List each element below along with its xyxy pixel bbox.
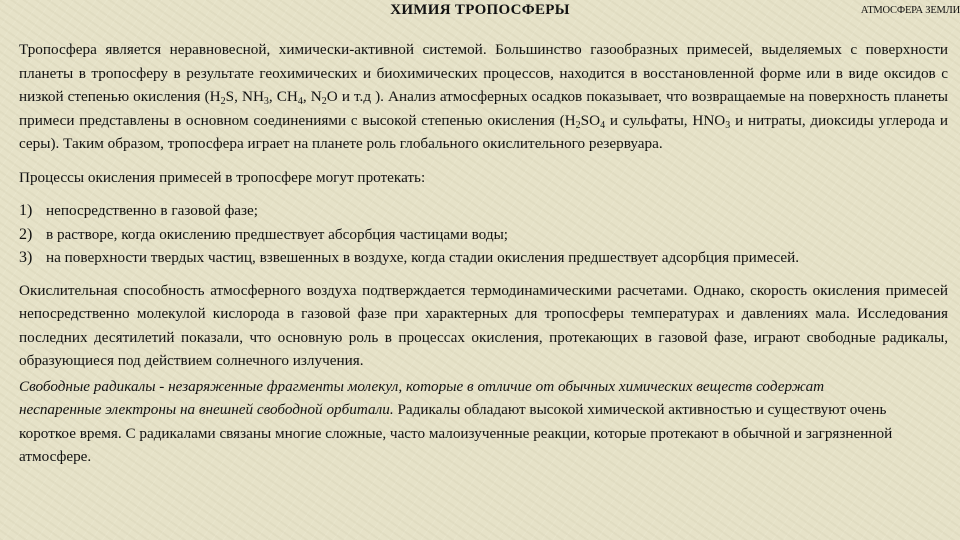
text-run: и сульфаты, HNO bbox=[605, 111, 726, 129]
subscript: 2 bbox=[575, 119, 581, 131]
subscript: 2 bbox=[220, 96, 226, 107]
section-topic: АТМОСФЕРА ЗЕМЛИ bbox=[860, 5, 960, 16]
page-title: ХИМИЯ ТРОПОСФЕРЫ bbox=[390, 2, 570, 18]
text-run: SO bbox=[580, 111, 601, 129]
paragraph-troposphere-intro bbox=[19, 38, 948, 156]
text-run: и нитраты, диоксиды углерода и серы). Таким образом, тропосфера играет на планете роль глобального окислительного резервуара. bbox=[19, 111, 948, 152]
list-number: 3) bbox=[19, 249, 33, 266]
list-number: 2) bbox=[19, 225, 33, 243]
list-item bbox=[19, 223, 948, 247]
list-text: на поверхности твердых частиц, взвешенных в воздухе, когда стадии окисления предшествует адсорбция примесей. bbox=[46, 249, 800, 266]
processes-intro: Процессы окисления примесей в тропосфере могут протекать: bbox=[19, 168, 426, 186]
text-run: , N bbox=[302, 88, 322, 105]
paragraph-oxidation-capacity: Окислительная способность атмосферного воздуха подтверждается термодинамическими расчетами. Однако, скорость окисления примесей непосредственно молекулой кислорода в газовой фазе при характерных для тропосферы температурах и давлениях мала. Исследования последних десятилетий показали, что основную роль в процессах окисления, протекающих в газовой фазе, играют свободные радикалы, образующиеся под действием солнечного излучения. bbox=[19, 281, 948, 369]
subscript: 4 bbox=[297, 96, 303, 107]
subscript: 2 bbox=[321, 96, 327, 107]
paragraph-free-radicals bbox=[19, 375, 899, 469]
list-number: 1) bbox=[19, 202, 33, 219]
subscript: 4 bbox=[600, 119, 606, 131]
list-item bbox=[19, 246, 948, 270]
oxidation-process-list bbox=[19, 199, 948, 270]
text-run: O и т.д ). Анализ атмосферных осадков показывает, что возвращаемые на поверхность планеты примеси представлены в основном соединениями с высокой степенью окисления (H bbox=[19, 88, 949, 129]
subscript: 3 bbox=[725, 119, 731, 131]
text-run: Тропосфера является неравновесной, химически-активной системой. Большинство газообразных примесей, выделяемых с поверхности планеты в тропосферу в результате геохимических и биохимических процессов, находится в восстановленной форме или в виде оксидов с низкой степенью окисления (H bbox=[19, 41, 948, 105]
slide-content bbox=[19, 38, 948, 469]
subscript: 3 bbox=[263, 96, 269, 107]
text-run: S, NH bbox=[225, 88, 264, 105]
free-radicals-text: Радикалы обладают высокой химической активностью и существуют очень короткое время. С радикалами связаны многие сложные, часто малоизученные реакции, которые протекают в обычной и загрязненной атмосфере. bbox=[19, 401, 893, 465]
list-item bbox=[19, 199, 948, 223]
text-run: , CH bbox=[268, 88, 298, 105]
free-radicals-definition: Свободные радикалы - незаряженные фрагменты молекул, которые в отличие от обычных химических веществ содержат неспаренные электроны на внешней свободной орбитали. bbox=[19, 377, 825, 418]
list-text: непосредственно в газовой фазе; bbox=[46, 202, 258, 219]
list-text: в растворе, когда окислению предшествует абсорбция частицами воды; bbox=[46, 225, 508, 243]
